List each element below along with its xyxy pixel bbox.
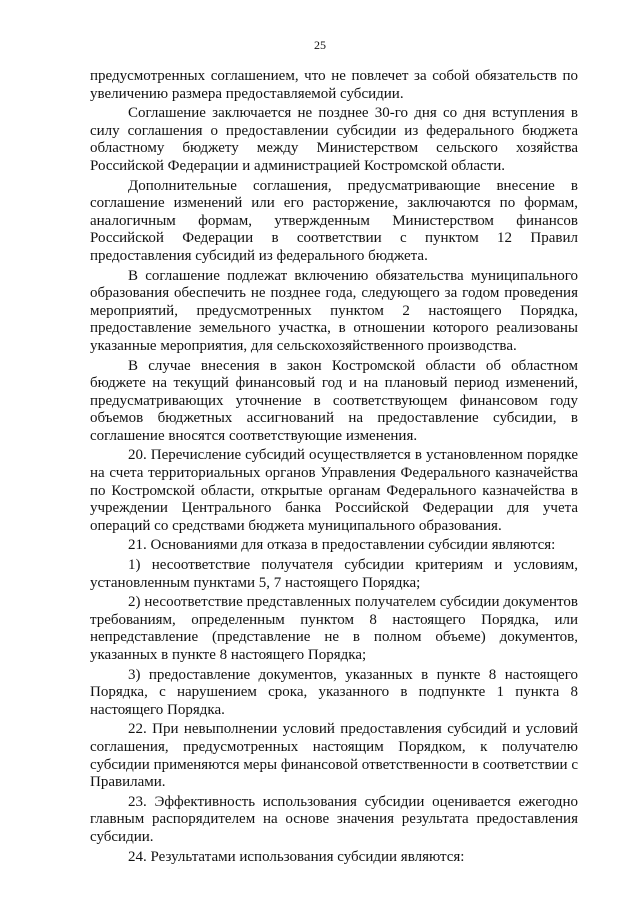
paragraph-item-22: 22. При невыполнении условий предоставления субсидий и условий соглашения, предусмотренных настоящим Порядком, к получателю субсидии применяются меры финансовой ответственности в соответствии с Правилами. xyxy=(90,721,578,791)
paragraph-item-21-2: 2) несоответствие представленных получателем субсидии документов требованиям, определенным пунктом 8 настоящего Порядка, или непредставление (представление не в полном объеме) документов, указанных в пункте 8 настоящего Порядка; xyxy=(90,594,578,663)
paragraph-3: Дополнительные соглашения, предусматривающие внесение в соглашение изменений или его расторжение, заключаются по формам, аналогичным формам, утвержденным Министерством финансов Российской Федерации в соответствии с пунктом 12 Правил предоставления субсидий из федерального бюджета. xyxy=(90,177,578,264)
paragraph-item-23: 23. Эффективность использования субсидии оценивается ежегодно главным распорядителем на основе значения результата предоставления субсидии. xyxy=(90,793,578,845)
paragraph-1: предусмотренных соглашением, что не повлечет за собой обязательств по увеличению размера предоставляемой субсидии. xyxy=(90,68,578,102)
paragraph-item-24: 24. Результатами использования субсидии являются: xyxy=(128,848,465,865)
document-body xyxy=(90,68,578,866)
paragraph-2: Соглашение заключается не позднее 30-го дня со дня вступления в силу соглашения о предоставлении субсидии из федерального бюджета областному бюджету между Министерством сельского хозяйства Российской Федерации и администрацией Костромской области. xyxy=(90,105,578,174)
paragraph-item-20: 20. Перечисление субсидий осуществляется в установленном порядке на счета территориальных органов Управления Федерального казначейства по Костромской области, открытые органам Федерального казначейства в учреждении Центрального банка Российской Федерации для учета операций со средствами бюджета муниципального образования. xyxy=(90,447,578,534)
paragraph-5: В случае внесения в закон Костромской области об областном бюджете на текущий финансовый год и на плановый период изменений, предусматривающих уточнение в соответствующем финансовом году объемов бюджетных ассигнований на предоставление субсидии, в соглашение вносятся соответствующие изменения. xyxy=(90,357,578,444)
paragraph-item-21-3: 3) предоставление документов, указанных в пункте 8 настоящего Порядка, с нарушением срока, указанного в подпункте 1 пункта 8 настоящего Порядка. xyxy=(90,666,578,718)
paragraph-4: В соглашение подлежат включению обязательства муниципального образования обеспечить не позднее года, следующего за годом проведения мероприятий, предусмотренных пунктом 2 настоящего Порядка, предоставление земельного участка, в отношении которого реализованы указанные мероприятия, для сельскохозяйственного производства. xyxy=(90,267,578,354)
paragraph-item-21-1: 1) несоответствие получателя субсидии критериям и условиям, установленным пунктами 5, 7 настоящего Порядка; xyxy=(90,557,578,591)
page-number: 25 xyxy=(314,38,326,52)
paragraph-item-21: 21. Основаниями для отказа в предоставлении субсидии являются: xyxy=(128,537,556,554)
